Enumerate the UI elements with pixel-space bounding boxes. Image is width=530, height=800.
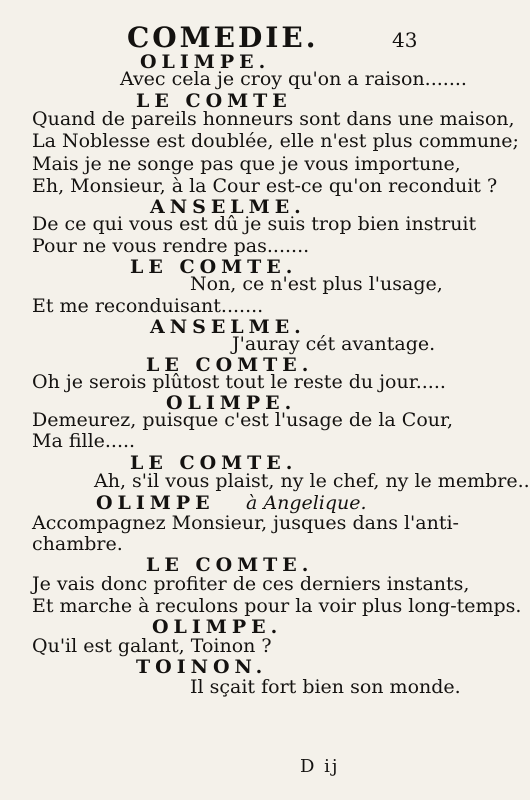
speaker-le-comte: LE COMTE. xyxy=(130,256,298,278)
page-number: 43 xyxy=(392,28,418,52)
speaker-olimpe: OLIMPE. xyxy=(152,616,283,638)
verse-line: Ma fille..... xyxy=(32,430,136,452)
verse-line: Avec cela je croy qu'on a raison....... xyxy=(120,68,467,90)
verse-line: Et me reconduisant....... xyxy=(32,295,264,317)
stage-direction: à Angelique. xyxy=(246,492,367,514)
speaker-anselme: ANSELME. xyxy=(150,316,306,338)
verse-line: Demeurez, puisque c'est l'usage de la Cour, xyxy=(32,409,454,431)
speaker-anselme: ANSELME. xyxy=(150,196,306,218)
verse-line: La Noblesse est doublée, elle n'est plus commune; xyxy=(32,130,519,152)
verse-line: Pour ne vous rendre pas....... xyxy=(32,235,310,257)
speaker-le-comte: LE COMTE. xyxy=(130,452,298,474)
verse-line: Oh je serois plûtost tout le reste du jour..... xyxy=(32,371,446,393)
speaker-le-comte: LE COMTE. xyxy=(146,554,314,576)
verse-line: De ce qui vous est dû je suis trop bien instruit xyxy=(32,213,477,235)
speaker-le-comte: LE COMTE. xyxy=(146,354,314,376)
verse-line: chambre. xyxy=(32,533,123,555)
verse-line: Qu'il est galant, Toinon ? xyxy=(32,635,272,657)
verse-line: Et marche à reculons pour la voir plus long-temps. xyxy=(32,595,522,617)
verse-line: Ah, s'il vous plaist, ny le chef, ny le membre.. xyxy=(94,470,530,492)
speaker-toinon: TOINON. xyxy=(136,656,268,678)
verse-line: Eh, Monsieur, à la Cour est-ce qu'on reconduit ? xyxy=(32,175,498,197)
verse-line: Il sçait fort bien son monde. xyxy=(190,676,461,698)
verse-line: Quand de pareils honneurs sont dans une maison, xyxy=(32,108,515,130)
verse-line: Je vais donc profiter de ces derniers instants, xyxy=(32,573,470,595)
running-title: COMEDIE. xyxy=(127,21,319,54)
speaker-olimpe: OLIMPE. xyxy=(140,51,271,73)
verse-line: Mais je ne songe pas que je vous importune, xyxy=(32,153,461,175)
speaker-olimpe: OLIMPE xyxy=(96,492,215,514)
verse-line: Non, ce n'est plus l'usage, xyxy=(190,273,443,295)
verse-line: Accompagnez Monsieur, jusques dans l'anti- xyxy=(32,512,459,534)
speaker-le-comte: LE COMTE xyxy=(136,90,292,112)
speaker-olimpe: OLIMPE. xyxy=(166,392,297,414)
signature-mark: D ij xyxy=(300,756,340,777)
verse-line: J'auray cét avantage. xyxy=(232,333,436,355)
